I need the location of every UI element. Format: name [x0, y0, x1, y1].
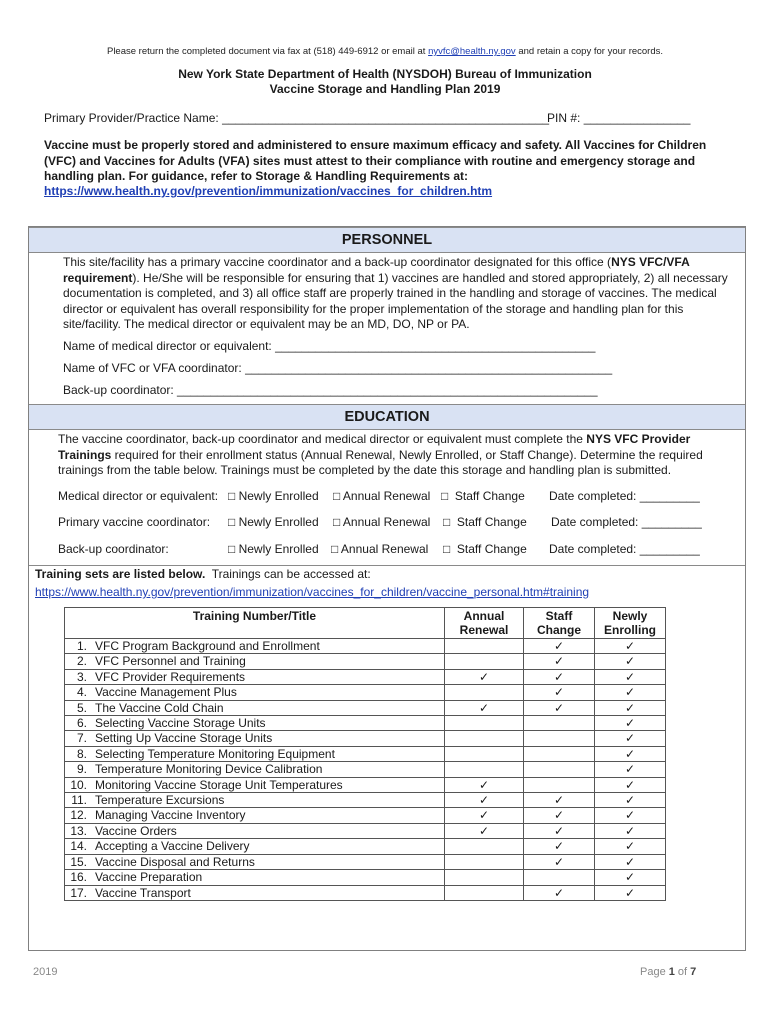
cell-annual — [445, 746, 524, 761]
checkmark-icon: ✓ — [595, 793, 666, 808]
checkmark-icon: ✓ — [595, 731, 666, 746]
table-row — [65, 746, 666, 761]
checkmark-icon: ✓ — [524, 685, 595, 700]
return-instructions — [0, 46, 770, 57]
cell-annual — [445, 716, 524, 731]
training-title: Vaccine Disposal and Returns — [91, 854, 445, 869]
education-text-end: required for their enrollment status (Annual Renewal, Newly Enrolled, or Staff Change). Determine the required trainings from the table below. Trainings must be completed by the date this storage and handling plan is submitted. — [58, 447, 703, 477]
personnel-requirement: NYS VFC/VFA requirement — [63, 255, 690, 285]
col-annual-renewal — [445, 608, 524, 639]
cell-annual — [445, 654, 524, 669]
training-number: 9. — [65, 762, 92, 777]
training-title: Vaccine Orders — [91, 823, 445, 838]
edu-row-backup-date[interactable]: Date completed: _________ — [549, 542, 700, 556]
table-row — [65, 639, 666, 654]
edu-row-primary-date[interactable]: Date completed: _________ — [551, 515, 702, 529]
training-title: Selecting Vaccine Storage Units — [91, 716, 445, 731]
table-row — [65, 654, 666, 669]
pin-field[interactable] — [547, 111, 690, 125]
col-annual-line1: Annual — [463, 609, 505, 623]
cell-annual — [445, 762, 524, 777]
checkmark-icon: ✓ — [595, 808, 666, 823]
cell-staff — [524, 762, 595, 777]
education-divider — [29, 565, 745, 566]
cell-annual — [445, 685, 524, 700]
training-number: 6. — [65, 716, 92, 731]
training-sets-label — [35, 567, 371, 581]
checkmark-icon: ✓ — [595, 854, 666, 869]
edu-row-primary-annual-checkbox[interactable]: □ Annual Renewal — [333, 515, 431, 529]
training-number: 11. — [65, 793, 92, 808]
checkmark-icon: ✓ — [524, 808, 595, 823]
training-title: Temperature Excursions — [91, 793, 445, 808]
table-row — [65, 700, 666, 715]
training-number: 4. — [65, 685, 92, 700]
checkmark-icon: ✓ — [595, 746, 666, 761]
edu-row-primary-label: Primary vaccine coordinator: — [58, 515, 211, 529]
checkmark-icon: ✓ — [445, 777, 524, 792]
table-row — [65, 731, 666, 746]
training-number: 3. — [65, 669, 92, 684]
checkmark-icon: ✓ — [595, 870, 666, 885]
checkmark-icon: ✓ — [595, 669, 666, 684]
cell-staff — [524, 777, 595, 792]
checkmark-icon: ✓ — [524, 854, 595, 869]
checkmark-icon: ✓ — [595, 762, 666, 777]
training-number: 15. — [65, 854, 92, 869]
training-sets-rest: Trainings can be accessed at: — [205, 567, 371, 581]
table-row — [65, 885, 666, 900]
training-title: Selecting Temperature Monitoring Equipment — [91, 746, 445, 761]
training-table-body — [65, 639, 666, 901]
checkmark-icon: ✓ — [595, 839, 666, 854]
cell-annual — [445, 854, 524, 869]
table-row — [65, 762, 666, 777]
training-title: VFC Program Background and Enrollment — [91, 639, 445, 654]
checkmark-icon: ✓ — [595, 823, 666, 838]
medical-director-field[interactable]: Name of medical director or equivalent: ________________________________________________ — [63, 339, 596, 353]
table-row — [65, 685, 666, 700]
checkmark-icon: ✓ — [524, 654, 595, 669]
education-text-start: The vaccine coordinator, back-up coordinator and medical director or equivalent must complete the — [58, 432, 587, 446]
personnel-paragraph — [63, 255, 743, 333]
checkmark-icon: ✓ — [595, 639, 666, 654]
checkmark-icon: ✓ — [524, 839, 595, 854]
page-prefix: Page — [640, 966, 669, 978]
training-title: Vaccine Preparation — [91, 870, 445, 885]
training-title: VFC Provider Requirements — [91, 669, 445, 684]
page-number — [640, 966, 696, 978]
col-staff-line1: Staff — [545, 609, 573, 623]
checkmark-icon: ✓ — [524, 885, 595, 900]
training-title: Setting Up Vaccine Storage Units — [91, 731, 445, 746]
footer-year: 2019 — [33, 966, 58, 978]
training-title: Vaccine Management Plus — [91, 685, 445, 700]
checkmark-icon: ✓ — [595, 777, 666, 792]
edu-row-primary-newly-checkbox[interactable]: □ Newly Enrolled — [228, 515, 319, 529]
pin-label: PIN #: — [547, 111, 581, 125]
cell-annual — [445, 885, 524, 900]
email-link[interactable]: nyvfc@health.ny.gov — [428, 46, 516, 57]
training-number: 12. — [65, 808, 92, 823]
backup-coordinator-field[interactable]: Back-up coordinator: _______________________________________________________________ — [63, 383, 598, 397]
col-training-title: Training Number/Title — [65, 608, 445, 639]
training-number: 8. — [65, 746, 92, 761]
cell-staff — [524, 731, 595, 746]
training-title: Accepting a Vaccine Delivery — [91, 839, 445, 854]
checkmark-icon: ✓ — [524, 700, 595, 715]
table-row — [65, 823, 666, 838]
personnel-text-end: ). He/She will be responsible for ensuring that 1) vaccines are handled and stored appropriately, 2) all necessary documentation is completed, and 3) all office staff are properly trained in the handling and storage of vaccines. The medical director or equivalent has overall responsibility for the proper implementation of the storage and handling plan for this site/facility. The medical director or equivalent may be an MD, DO, NP or PA. — [63, 270, 728, 331]
training-number: 14. — [65, 839, 92, 854]
table-row — [65, 793, 666, 808]
education-paragraph — [58, 432, 742, 479]
checkmark-icon: ✓ — [445, 700, 524, 715]
table-row — [65, 854, 666, 869]
edu-row-medical-staff-checkbox[interactable]: □ Staff Change — [441, 489, 525, 503]
edu-row-backup-label: Back-up coordinator: — [58, 542, 169, 556]
col-annual-line2: Renewal — [459, 623, 509, 637]
training-table — [64, 607, 666, 901]
personnel-heading: PERSONNEL — [29, 227, 745, 253]
table-row — [65, 716, 666, 731]
cell-staff — [524, 870, 595, 885]
provider-name-field[interactable] — [44, 111, 549, 125]
checkmark-icon: ✓ — [445, 808, 524, 823]
checkmark-icon: ✓ — [524, 793, 595, 808]
training-number: 1. — [65, 639, 92, 654]
intro-paragraph: Vaccine must be properly stored and administered to ensure maximum efficacy and safety. All Vaccines for Children (VFC) and Vaccines for Adults (VFA) sites must attest to their compliance with routine and emergency storage and handling plan. For guidance, refer to Storage & Handling Requirements at: — [44, 138, 707, 183]
cell-staff — [524, 746, 595, 761]
checkmark-icon: ✓ — [595, 885, 666, 900]
provider-name-blank[interactable]: _________________________________________________ — [222, 111, 550, 125]
training-sets-bold: Training sets are listed below. — [35, 567, 206, 581]
training-number: 16. — [65, 870, 92, 885]
edu-row-medical-label: Medical director or equivalent: — [58, 489, 219, 503]
return-note-prefix: Please return the completed document via fax at (518) 449-6912 or email at — [106, 46, 429, 57]
col-newly-line2: Enrolling — [604, 623, 656, 637]
training-number: 5. — [65, 700, 92, 715]
edu-row-medical-date[interactable]: Date completed: _________ — [549, 489, 700, 503]
training-title: The Vaccine Cold Chain — [91, 700, 445, 715]
document-subtitle: Vaccine Storage and Handling Plan 2019 — [269, 82, 501, 96]
provider-name-label: Primary Provider/Practice Name: — [44, 111, 219, 125]
cell-annual — [445, 731, 524, 746]
checkmark-icon: ✓ — [445, 669, 524, 684]
edu-row-backup-annual-checkbox[interactable]: □ Annual Renewal — [331, 542, 429, 556]
training-title: Managing Vaccine Inventory — [91, 808, 445, 823]
document-title: New York State Department of Health (NYSDOH) Bureau of Immunization — [178, 67, 592, 81]
table-row — [65, 777, 666, 792]
training-table-header — [65, 608, 666, 639]
table-row — [65, 870, 666, 885]
page-of: of — [674, 966, 691, 978]
pin-blank[interactable]: ________________ — [583, 111, 691, 125]
coordinator-field[interactable]: Name of VFC or VFA coordinator: _______________________________________________________ — [63, 361, 613, 375]
checkmark-icon: ✓ — [524, 639, 595, 654]
cell-staff — [524, 716, 595, 731]
checkmark-icon: ✓ — [595, 654, 666, 669]
col-staff-change — [524, 608, 595, 639]
training-title: Monitoring Vaccine Storage Unit Temperatures — [91, 777, 445, 792]
training-title: VFC Personnel and Training — [91, 654, 445, 669]
training-number: 7. — [65, 731, 92, 746]
training-title: Temperature Monitoring Device Calibration — [91, 762, 445, 777]
training-number: 17. — [65, 885, 92, 900]
return-note-suffix: and retain a copy for your records. — [515, 46, 664, 57]
cell-annual — [445, 639, 524, 654]
checkmark-icon: ✓ — [524, 823, 595, 838]
personnel-text-start: This site/facility has a primary vaccine coordinator and a back-up coordinator designated for this office ( — [63, 255, 612, 269]
education-training-name: NYS VFC Provider Trainings — [58, 432, 691, 462]
col-newly-enrolling — [595, 608, 666, 639]
table-row — [65, 839, 666, 854]
table-row — [65, 808, 666, 823]
page-current: 1 — [668, 966, 675, 978]
cell-annual — [445, 839, 524, 854]
checkmark-icon: ✓ — [445, 793, 524, 808]
checkmark-icon: ✓ — [595, 716, 666, 731]
table-row — [65, 669, 666, 684]
edu-row-backup-newly-checkbox[interactable]: □ Newly Enrolled — [228, 542, 319, 556]
page-total: 7 — [690, 966, 697, 978]
cell-annual — [445, 870, 524, 885]
edu-row-primary-staff-checkbox[interactable]: □ Staff Change — [443, 515, 527, 529]
checkmark-icon: ✓ — [595, 685, 666, 700]
training-number: 13. — [65, 823, 92, 838]
edu-row-medical-newly-checkbox[interactable]: □ Newly Enrolled — [228, 489, 319, 503]
checkmark-icon: ✓ — [524, 669, 595, 684]
training-link[interactable]: https://www.health.ny.gov/prevention/immunization/vaccines_for_children/vaccine_personal.htm#training — [35, 585, 590, 599]
checkmark-icon: ✓ — [595, 700, 666, 715]
training-number: 2. — [65, 654, 92, 669]
education-heading: EDUCATION — [29, 404, 745, 430]
storage-guidance-link[interactable]: https://www.health.ny.gov/prevention/immunization/vaccines_for_children.htm — [44, 184, 493, 198]
training-number: 10. — [65, 777, 92, 792]
edu-row-medical-annual-checkbox[interactable]: □ Annual Renewal — [333, 489, 431, 503]
training-title: Vaccine Transport — [91, 885, 445, 900]
col-staff-line2: Change — [536, 623, 581, 637]
col-newly-line1: Newly — [612, 609, 648, 623]
checkmark-icon: ✓ — [445, 823, 524, 838]
edu-row-backup-staff-checkbox[interactable]: □ Staff Change — [443, 542, 527, 556]
